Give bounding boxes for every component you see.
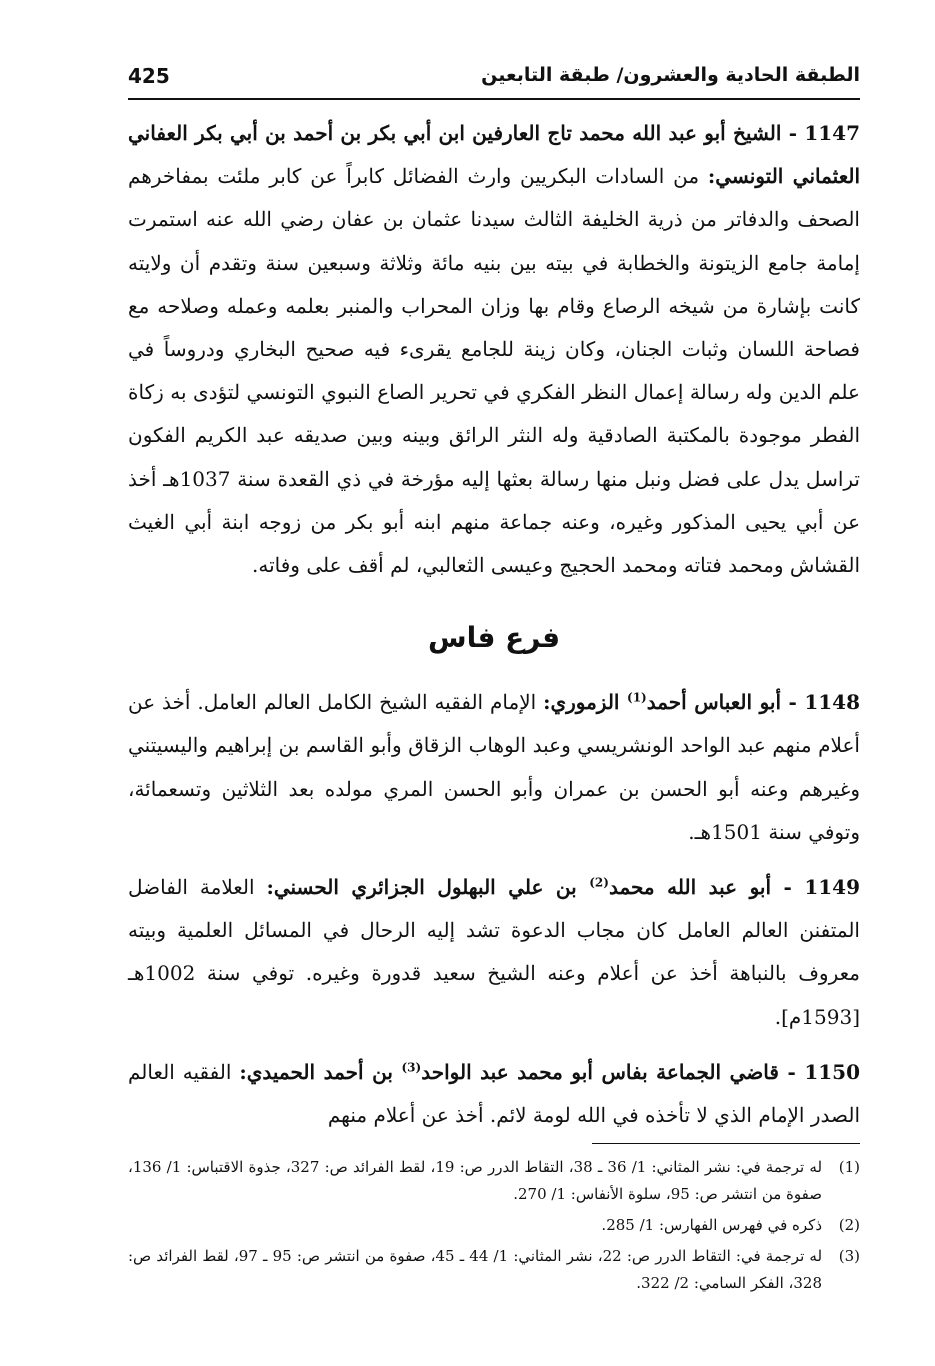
- footnote-ref[interactable]: (2): [589, 875, 609, 890]
- footnotes: [128, 1154, 860, 1301]
- running-header: [128, 58, 860, 100]
- entry-heading: 1148 - أبو العباس أحمد: [646, 690, 860, 715]
- section-heading: فرع فاس: [427, 621, 561, 655]
- footnote-divider: [592, 1143, 860, 1144]
- footnote-text: له ترجمة في: التقاط الدرر ص: 22، نشر المثاني: 1/ 44 ـ 45، صفوة من انتشر ص: 95 ـ 97، لقط الفرائد ص: 328، الفكر السامي: 2/ 322.: [128, 1247, 823, 1292]
- footnote-text: ذكره في فهرس الفهارس: 1/ 285.: [601, 1216, 822, 1234]
- entry-heading-rest: بن أحمد الحميدي:: [239, 1059, 402, 1084]
- entry-heading: 1147 - الشيخ أبو عبد الله محمد تاج العارفين ابن أبي بكر بن أحمد بن أبي بكر العفاني العثماني التونسي:: [128, 121, 860, 189]
- page-number: 425: [128, 64, 170, 88]
- entry-1148: [128, 681, 860, 854]
- footnote-item: [128, 1243, 860, 1297]
- running-title: الطبقة الحادية والعشرون/ طبقة التابعين: [481, 64, 860, 86]
- footnote-number: (1): [838, 1158, 860, 1176]
- footnote-text: له ترجمة في: نشر المثاني: 1/ 36 ـ 38، التقاط الدرر ص: 19، لقط الفرائد ص: 327، جذوة الاقتباس: 1/ 136، صفوة من انتشر ص: 95، سلوة الأنفاس: 1/ 270.: [128, 1158, 823, 1203]
- entry-1149: [128, 866, 860, 1039]
- main-text: [128, 112, 860, 1137]
- footnote-ref[interactable]: (3): [401, 1060, 422, 1075]
- entry-1147: [128, 112, 860, 587]
- entry-body: الإمام الفقيه الشيخ الكامل العالم العامل. أخذ عن أعلام منهم عبد الواحد الونشريسي وعبد الوهاب الزقاق وأبو القاسم بن إبراهيم واليسيتني وغيرهم وعنه أبو الحسن بن عمران وأبو الحسن المري مولده بعد الثلاثين وتسعمائة، وتوفي سنة 1501هـ.: [128, 690, 860, 844]
- entry-1150: [128, 1051, 860, 1137]
- footnote-ref[interactable]: (1): [627, 690, 647, 705]
- entry-body: الفقيه العالم الصدر الإمام الذي لا تأخذه في الله لومة لائم. أخذ عن أعلام منهم: [128, 1059, 860, 1128]
- footnote-number: (2): [838, 1216, 860, 1234]
- entry-heading: 1150 - قاضي الجماعة بفاس أبو محمد عبد الواحد: [421, 1059, 861, 1084]
- footnote-number: (3): [838, 1247, 860, 1265]
- entry-heading-rest: بن علي البهلول الجزائري الحسني:: [266, 875, 590, 900]
- entry-body: من السادات البكريين وارث الفضائل كابراً عن كابر ملئت بمفاخرهم الصحف والدفاتر من ذرية الخليفة الثالث سيدنا عثمان بن عفان رضي الله عنه استمرت إمامة جامع الزيتونة والخطابة في بيته بين بنيه مائة وثلاثة وسبعين سنة وتقدم أن ولايته كانت بإشارة من شيخه الرصاع وقام بها وزان المحراب والمنبر بعلمه وعمله وصلاحه مع فصاحة اللسان وثبات الجنان، وكان زينة للجامع يقرىء فيه صحيح البخاري ودروساً في علم الدين وله رسالة إعمال النظر الفكري في تحرير الصاع النبوي التونسي لتؤدى به زكاة الفطر موجودة بالمكتبة الصادقية وله النثر الرائق وبينه وبين صديقه عبد الكريم الفكون تراسل يدل على فضل ونبل منها رسالة بعثها إليه مؤرخة في ذي القعدة سنة 1037هـ أخذ عن أبي يحيى المذكور وغيره، وعنه جماعة منهم ابنه أبو بكر من زوجه ابنة أبي الغيث القشاش ومحمد فتاته ومحمد الحجيج وعيسى الثعالبي، لم أقف على وفاته.: [128, 164, 860, 578]
- footnote-item: [128, 1212, 860, 1239]
- entry-heading: 1149 - أبو عبد الله محمد: [608, 875, 860, 900]
- footnote-item: [128, 1154, 860, 1208]
- entry-body: العلامة الفاضل المتفنن العالم العامل كان مجاب الدعوة تشد إليه الرحال في المسائل العلمية وبيته معروف بالنباهة أخذ عن أعلام وعنه الشيخ سعيد قدورة وغيره. توفي سنة 1002هـ [1593م].: [128, 875, 860, 1029]
- entry-heading-rest: الزموري:: [543, 690, 627, 715]
